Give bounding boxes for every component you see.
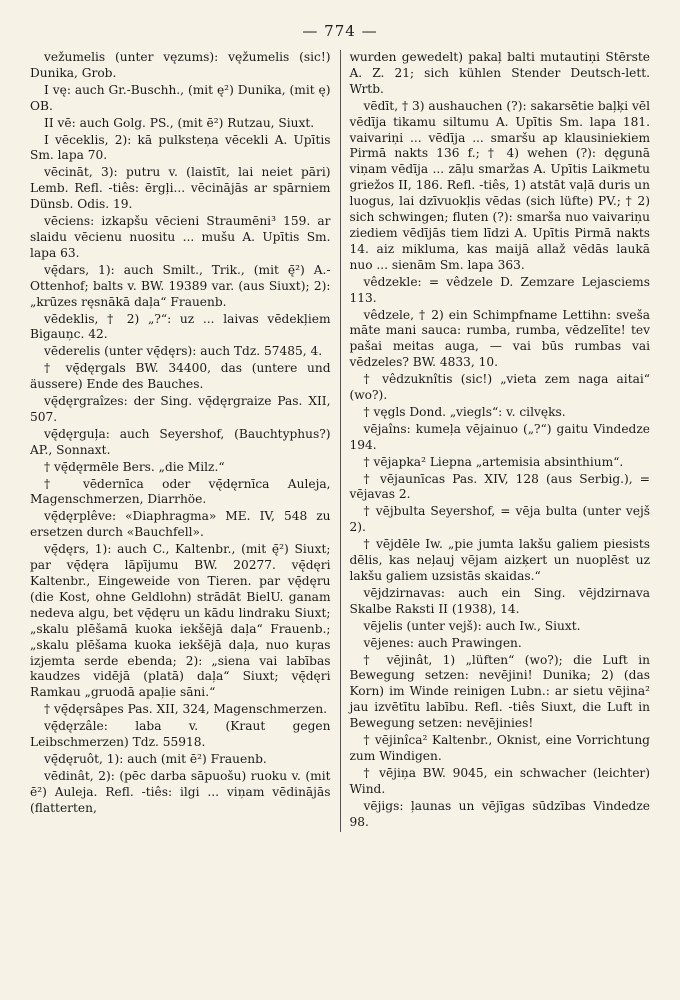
dictionary-entry: I vę: auch Gr.-Buschh., (mit ę²) Dunika, (mit ę) OB. [30, 82, 331, 113]
dictionary-entry: † vējaunīcas Pas. XIV, 128 (aus Serbig.), = vējavas 2. [349, 471, 650, 502]
dictionary-entry: † vēdernīca oder vę̄dęrnīca Auleja, Magenschmerzen, Diarrhöe. [30, 476, 331, 507]
right-column [340, 50, 651, 832]
dictionary-entry: † vējinât, 1) „lüften“ (wo?); die Luft in Bewegung setzen: nevējini! Dunika; 2) (das Korn) im Winde reinigen Lubn.: ar sietu vējina² jau izvētītu labību. Refl. -tiês Siuxt, die Luft in Bewegung setzen: nevējinies! [349, 652, 650, 731]
dictionary-entry: vę̄dars, 1): auch Smilt., Trik., (mit ę̄²) A.-Ottenhof; balts v. BW. 19389 var. (aus Siuxt); 2): „krūzes ręsnākā daļa“ Frauenb. [30, 262, 331, 309]
dictionary-entry: vēdinât, 2): (pēc darba sāpuošu) ruoku v. (mit ē²) Auleja. Refl. -tiês: ilgi ... viņam vēdinājās (flatterten, [30, 768, 331, 815]
dictionary-entry: † vējdēle Iw. „pie jumta lakšu galiem piesists dēlis, kas neļauj vējam aizķert un nuoplēst uz lakšu galiem uzsistās skaidas.“ [349, 537, 650, 583]
dictionary-entry: vējelis (unter vejš): auch Iw., Siuxt. [363, 618, 581, 633]
columns [30, 50, 650, 832]
dictionary-entry: † vęgls Dond. „viegls“: v. cilvęks. [363, 404, 566, 419]
left-column [30, 50, 340, 832]
dictionary-entry: † vę̄dęrmēle Bers. „die Milz.“ [44, 459, 225, 474]
dictionary-entry: † vę̄dęrsâpes Pas. XII, 324, Magenschmerzen. [44, 702, 328, 717]
dictionary-entry: I vēceklis, 2): kā pulksteņa vēcekli A. Upītis Sm. lapa 70. [30, 132, 331, 163]
dictionary-entry: vę̄dęrguļa: auch Seyershof, (Bauchtyphus?) AP., Sonnaxt. [30, 426, 331, 457]
dictionary-entry: vēdeklis, † 2) „?“: uz ... laivas vēdekļiem Bigauņc. 42. [30, 311, 331, 342]
dictionary-entry: vę̄dęrs, 1): auch C., Kaltenbr., (mit ę̄²) Siuxt; par vę̄dęra lāpījumu BW. 20277. vę̄dęri Kaltenbr., Eingeweide von Tieren. par vę̄dęru (die Kost, ohne Geldlohn) strādāt BielU. ganam nedeva algu, bet vę̄dęru un kādu lindraku Siuxt; „skalu plēšamā kuoka iekšējā daļa“ Frauenb.; „skalu plēšama kuoka iekšējā daļa, nuo kuŗas izjemta serde ebenda; 2): „siena vai labības kaudzes vidējā (platā) daļa“ Siuxt; vę̄dęri Ramkau „gruodā apaļie sāni.“ [30, 542, 331, 700]
dictionary-entry: vežumelis (unter vęzums): vęžumelis (sic!) Dunika, Grob. [30, 50, 331, 80]
dictionary-entry: vę̄dęrplêve: «Diaphragma» ME. IV, 548 zu ersetzen durch «Bauchfell». [30, 509, 331, 540]
dictionary-entry: † vējapka² Liepna „artemisia absinthium“. [363, 454, 624, 469]
dictionary-entry: † vējiņa BW. 9045, ein schwacher (leichter) Wind. [349, 765, 650, 796]
dictionary-entry: vēderelis (unter vę̄dęrs): auch Tdz. 57485, 4. [44, 344, 323, 359]
dictionary-entry: II vē: auch Golg. PS., (mit ē²) Rutzau, Siuxt. [44, 115, 315, 130]
dictionary-entry: vējenes: auch Prawingen. [363, 635, 522, 650]
dictionary-entry: vēciens: izkapšu vēcieni Straumēni³ 159. ar slaidu vēcienu nuositu ... mušu A. Upītis Sm. lapa 63. [30, 214, 331, 260]
dictionary-entry: vēdīt, † 3) aushauchen (?): sakarsētie baļķi vēl vēdīja tikamu siltumu A. Upītis Sm. lapa 181. vaivariņi ... vēdīja ... smaršu ap klausiniekiem Pirmā nakts 136 f.; † 4) wehen (?): dęgunā viņam vēdīja ... zāļu smaržas A. Upītis Laikmetu griežos II, 186. Refl. -tiês, 1) atstāt vaļā duris un luogus, lai dzīvuokļis vēdas (sich lüfte) PV.; † 2) sich schwingen; fluten (?): smarša nuo vaivariņu ziediem vēdījās tiem līdzi A. Upītis Pirmā nakts 14. aiz mikluma, kas maijā allaž vēdās laukā nuo ... sienām Sm. lapa 363. [349, 98, 650, 272]
dictionary-entry: vējaîns: kumeļa vējainuo („?“) gaitu Vindedze 194. [349, 421, 650, 452]
dictionary-entry: † vējbulta Seyershof, = vēja bulta (unter vejš 2). [349, 504, 650, 535]
dictionary-entry: vę̄dęrgraîzes: der Sing. vę̄dęrgraize Pas. XII, 507. [30, 394, 331, 424]
page-number: — 774 — [302, 22, 378, 40]
dictionary-entry: vējdzirnavas: auch ein Sing. vējdzirnava Skalbe Raksti II (1938), 14. [349, 585, 650, 616]
dictionary-entry: † vę̄dęrgals BW. 34400, das (untere und äussere) Ende des Bauches. [30, 361, 331, 392]
dictionary-entry: vę̄dęruôt, 1): auch (mit ē²) Frauenb. [44, 751, 267, 766]
dictionary-entry: † vējinîca² Kaltenbr., Oknist, eine Vorrichtung zum Windigen. [349, 733, 650, 763]
dictionary-entry: vę̄dęrzâle: laba v. (Kraut gegen Leibschmerzen) Tdz. 55918. [30, 719, 331, 750]
dictionary-entry: vējigs: ļaunas un vējīgas sūdzības Vindedze 98. [349, 798, 650, 829]
dictionary-entry: vēcināt, 3): putru v. (laistīt, lai neiet pāri) Lemb. Refl. -tiês: ērgļi... vēcinājās ar spārniem Dünsb. Odis. 19. [30, 165, 331, 212]
dictionary-entry: † vêdzuknîtis (sic!) „vieta zem naga aitai“ (wo?). [349, 372, 650, 403]
dictionary-entry: wurden gewedelt) pakaļ balti mutautiņi Stērste A. Z. 21; sich kühlen Stender Deutsch-lett. Wrtb. [349, 50, 650, 96]
dictionary-entry: vêdzekle: = vêdzele D. Zemzare Lejasciems 113. [349, 274, 650, 305]
dictionary-entry: vêdzele, † 2) ein Schimpfname Lettihn: sveša māte mani sauca: rumba, rumba, vēdzelīte! tev pašai meitas auga, — vai būs rumbas vai vēdzeles? BW. 4833, 10. [349, 307, 650, 370]
